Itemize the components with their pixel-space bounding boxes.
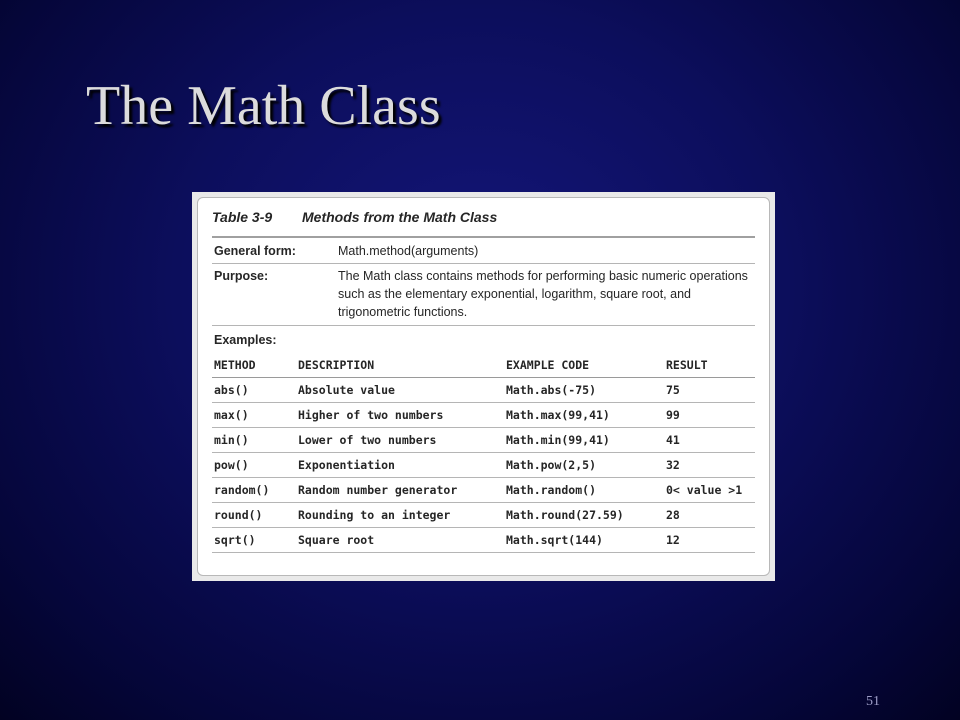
description-cell: Square root xyxy=(296,528,504,553)
table-row xyxy=(212,528,755,553)
result-cell: 41 xyxy=(664,428,755,453)
method-cell: pow() xyxy=(212,453,296,478)
method-cell: abs() xyxy=(212,378,296,403)
column-header-method: METHOD xyxy=(212,353,296,378)
result-cell: 75 xyxy=(664,378,755,403)
table-caption xyxy=(212,198,755,238)
example-code-cell: Math.min(99,41) xyxy=(504,428,664,453)
description-cell: Random number generator xyxy=(296,478,504,503)
table-row xyxy=(212,403,755,428)
description-cell: Higher of two numbers xyxy=(296,403,504,428)
column-header-example-code: EXAMPLE CODE xyxy=(504,353,664,378)
table-card xyxy=(197,197,770,576)
example-code-cell: Math.sqrt(144) xyxy=(504,528,664,553)
description-cell: Lower of two numbers xyxy=(296,428,504,453)
slide-title: The Math Class xyxy=(86,75,441,137)
result-cell: 99 xyxy=(664,403,755,428)
description-cell: Absolute value xyxy=(296,378,504,403)
result-cell: 0< value >1 xyxy=(664,478,755,503)
description-cell: Rounding to an integer xyxy=(296,503,504,528)
result-cell: 12 xyxy=(664,528,755,553)
math-methods-table-figure xyxy=(192,192,775,581)
result-cell: 28 xyxy=(664,503,755,528)
page-number: 51 xyxy=(866,694,880,709)
methods-table xyxy=(212,353,755,553)
method-cell: sqrt() xyxy=(212,528,296,553)
method-cell: round() xyxy=(212,503,296,528)
table-caption-title: Methods from the Math Class xyxy=(302,209,498,225)
table-row xyxy=(212,478,755,503)
purpose-row xyxy=(212,264,755,326)
table-row xyxy=(212,428,755,453)
method-cell: max() xyxy=(212,403,296,428)
result-cell: 32 xyxy=(664,453,755,478)
table-caption-number: Table 3-9 xyxy=(212,209,273,225)
table-row xyxy=(212,378,755,403)
general-form-value: Math.method(arguments) xyxy=(338,243,479,258)
example-code-cell: Math.random() xyxy=(504,478,664,503)
description-cell: Exponentiation xyxy=(296,453,504,478)
purpose-label: Purpose: xyxy=(214,269,269,283)
general-form-label: General form: xyxy=(214,243,296,258)
table-row xyxy=(212,453,755,478)
purpose-value: The Math class contains methods for performing basic numeric operations such as the elementary exponential, logarithm, square root, and trigonometric functions. xyxy=(338,269,748,319)
column-header-result: RESULT xyxy=(664,353,755,378)
example-code-cell: Math.abs(-75) xyxy=(504,378,664,403)
example-code-cell: Math.pow(2,5) xyxy=(504,453,664,478)
example-code-cell: Math.max(99,41) xyxy=(504,403,664,428)
method-cell: random() xyxy=(212,478,296,503)
example-code-cell: Math.round(27.59) xyxy=(504,503,664,528)
column-header-description: DESCRIPTION xyxy=(296,353,504,378)
table-row xyxy=(212,503,755,528)
general-form-row xyxy=(212,238,755,264)
methods-header-row xyxy=(212,353,755,378)
method-cell: min() xyxy=(212,428,296,453)
examples-label: Examples: xyxy=(214,332,277,347)
